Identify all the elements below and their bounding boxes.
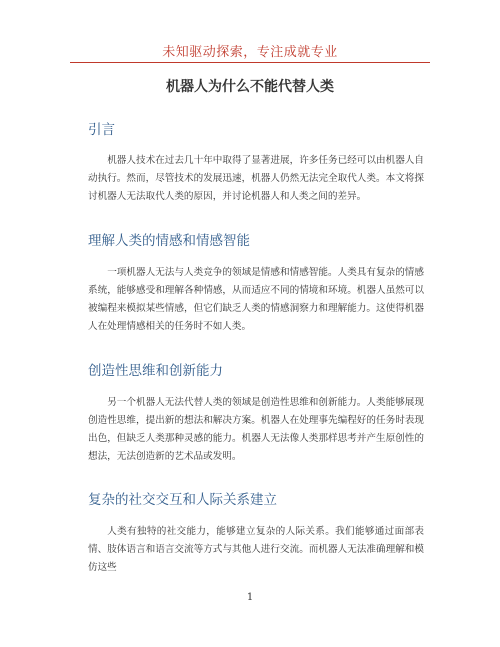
- section-paragraph-emotion: 一项机器人无法与人类竞争的领域是情感和情感智能。人类具有复杂的情感系统，能够感受和理解各种情感，从而适应不同的情境和环境。机器人虽然可以被编程来模拟某些情感，但它们缺乏人类的情感洞察力和理解能力。这使得机器人在处理情感相关的任务时不如人类。: [88, 267, 424, 332]
- section-heading-emotion: 理解人类的情感和情感智能: [88, 233, 250, 249]
- document-title: 机器人为什么不能代替人类: [166, 79, 334, 95]
- section-paragraph-creativity: 另一个机器人无法代替人类的领域是创造性思维和创新能力。人类能够展现创造性思维，提出新的想法和解决方案。机器人在处理事先编程好的任务时表现出色，但缺乏人类那种灵感的能力。机器人无法像人类那样思考并产生原创性的想法，无法创造新的艺术品或发明。: [88, 397, 424, 462]
- section-heading-social: 复杂的社交交互和人际关系建立: [88, 492, 277, 508]
- section-paragraph-introduction: 机器人技术在过去几十年中取得了显著进展，许多任务已经可以由机器人自动执行。然而，尽管技术的发展迅速，机器人仍然无法完全取代人类。本文将探讨机器人无法取代人类的原因，并讨论机器人和人类之间的差异。: [88, 155, 424, 202]
- header-divider: [70, 62, 430, 63]
- page-number: 1: [246, 592, 254, 603]
- section-heading-creativity: 创造性思维和创新能力: [88, 363, 223, 379]
- header-slogan: 未知驱动探索，专注成就专业: [162, 45, 338, 60]
- section-paragraph-social: 人类有独特的社交能力，能够建立复杂的人际关系。我们能够通过面部表情、肢体语言和语言交流等方式与其他人进行交流。而机器人无法准确理解和模仿这些: [88, 526, 424, 573]
- section-heading-introduction: 引言: [88, 122, 115, 138]
